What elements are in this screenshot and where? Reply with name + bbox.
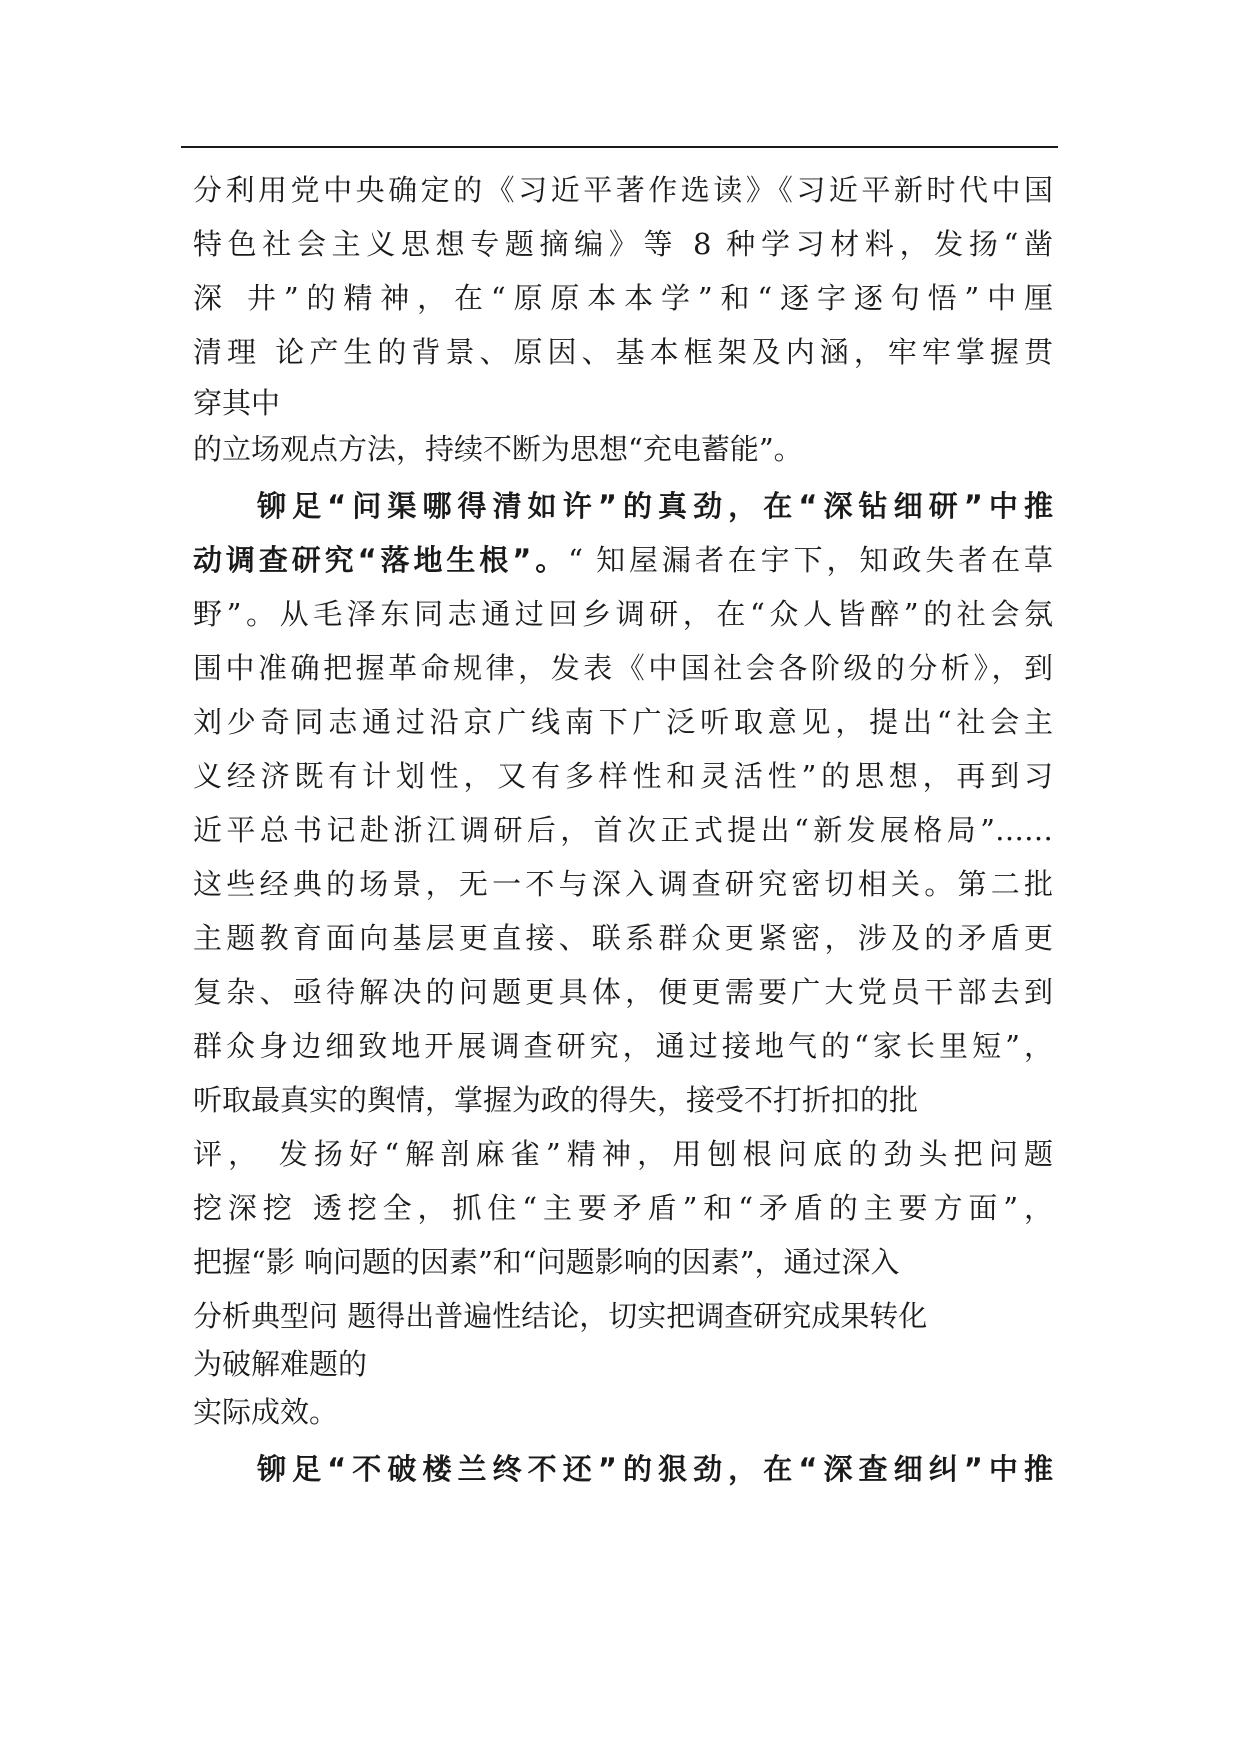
text-line: 这些经典的场景，无一不与深入调查研究密切相关。第二批	[193, 867, 1053, 901]
text-line: 把握“影 响问题的因素”和“问题影响的因素”，通过深入	[193, 1245, 900, 1279]
text-line: 分利用党中央确定的《习近平著作选读》《习近平新时代中国	[193, 173, 1053, 207]
text-line: 的立场观点方法，持续不断为思想“充电蓄能”。	[193, 432, 803, 466]
text-line: 为破解难题的	[193, 1347, 368, 1381]
text-line: 分析典型问 题得出普遍性结论，切实把调查研究成果转化	[193, 1299, 928, 1333]
text-line: 复杂、亟待解决的问题更具体，便更需要广大党员干部去到	[193, 975, 1053, 1009]
text-line: 近平总书记赴浙江调研后，首次正式提出“新发展格局”……	[193, 813, 1053, 847]
section-heading: 铆足“问渠哪得清如许”的真劲，在“深钻细研”中推	[257, 489, 1053, 523]
section-heading-end: 动调查研究“落地生根”。	[193, 543, 569, 577]
text-line: 深 井”的精神，在“原原本本学”和“逐字逐句悟”中厘	[193, 281, 1053, 315]
text-line: 特色社会主义思想专题摘编》等 8 种学习材料，发扬“凿	[193, 227, 1053, 261]
text-line-rest: “ 知屋漏者在宇下，知政失者在草	[568, 543, 1054, 577]
text-line: 围中准确把握革命规律，发表《中国社会各阶级的分析》，到	[193, 651, 1053, 685]
text-line	[193, 540, 1053, 580]
text-line: 群众身边细致地开展调查研究，通过接地气的“家长里短”，	[193, 1029, 1053, 1063]
text-line: 评， 发扬好“解剖麻雀”精神，用刨根问底的劲头把问题	[193, 1137, 1053, 1171]
text-line: 听取最真实的舆情，掌握为政的得失，接受不打折扣的批	[193, 1083, 919, 1117]
text-line: 义经济既有计划性，又有多样性和灵活性”的思想，再到习	[193, 759, 1053, 793]
text-line: 野”。从毛泽东同志通过回乡调研，在“众人皆醉”的社会氛	[193, 597, 1053, 631]
text-line: 挖深挖 透挖全，抓住“主要矛盾”和“矛盾的主要方面”，	[193, 1191, 1053, 1225]
text-line: 清理 论产生的背景、原因、基本框架及内涵，牢牢掌握贯	[193, 335, 1053, 369]
header-rule	[181, 146, 1058, 148]
text-line: 实际成效。	[193, 1395, 339, 1429]
text-line: 主题教育面向基层更直接、联系群众更紧密，涉及的矛盾更	[193, 921, 1053, 955]
text-line: 穿其中	[193, 386, 281, 420]
text-line: 刘少奇同志通过沿京广线南下广泛听取意见，提出“社会主	[193, 705, 1053, 739]
section-heading: 铆足“不破楼兰终不还”的狠劲，在“深查细纠”中推	[257, 1452, 1053, 1486]
